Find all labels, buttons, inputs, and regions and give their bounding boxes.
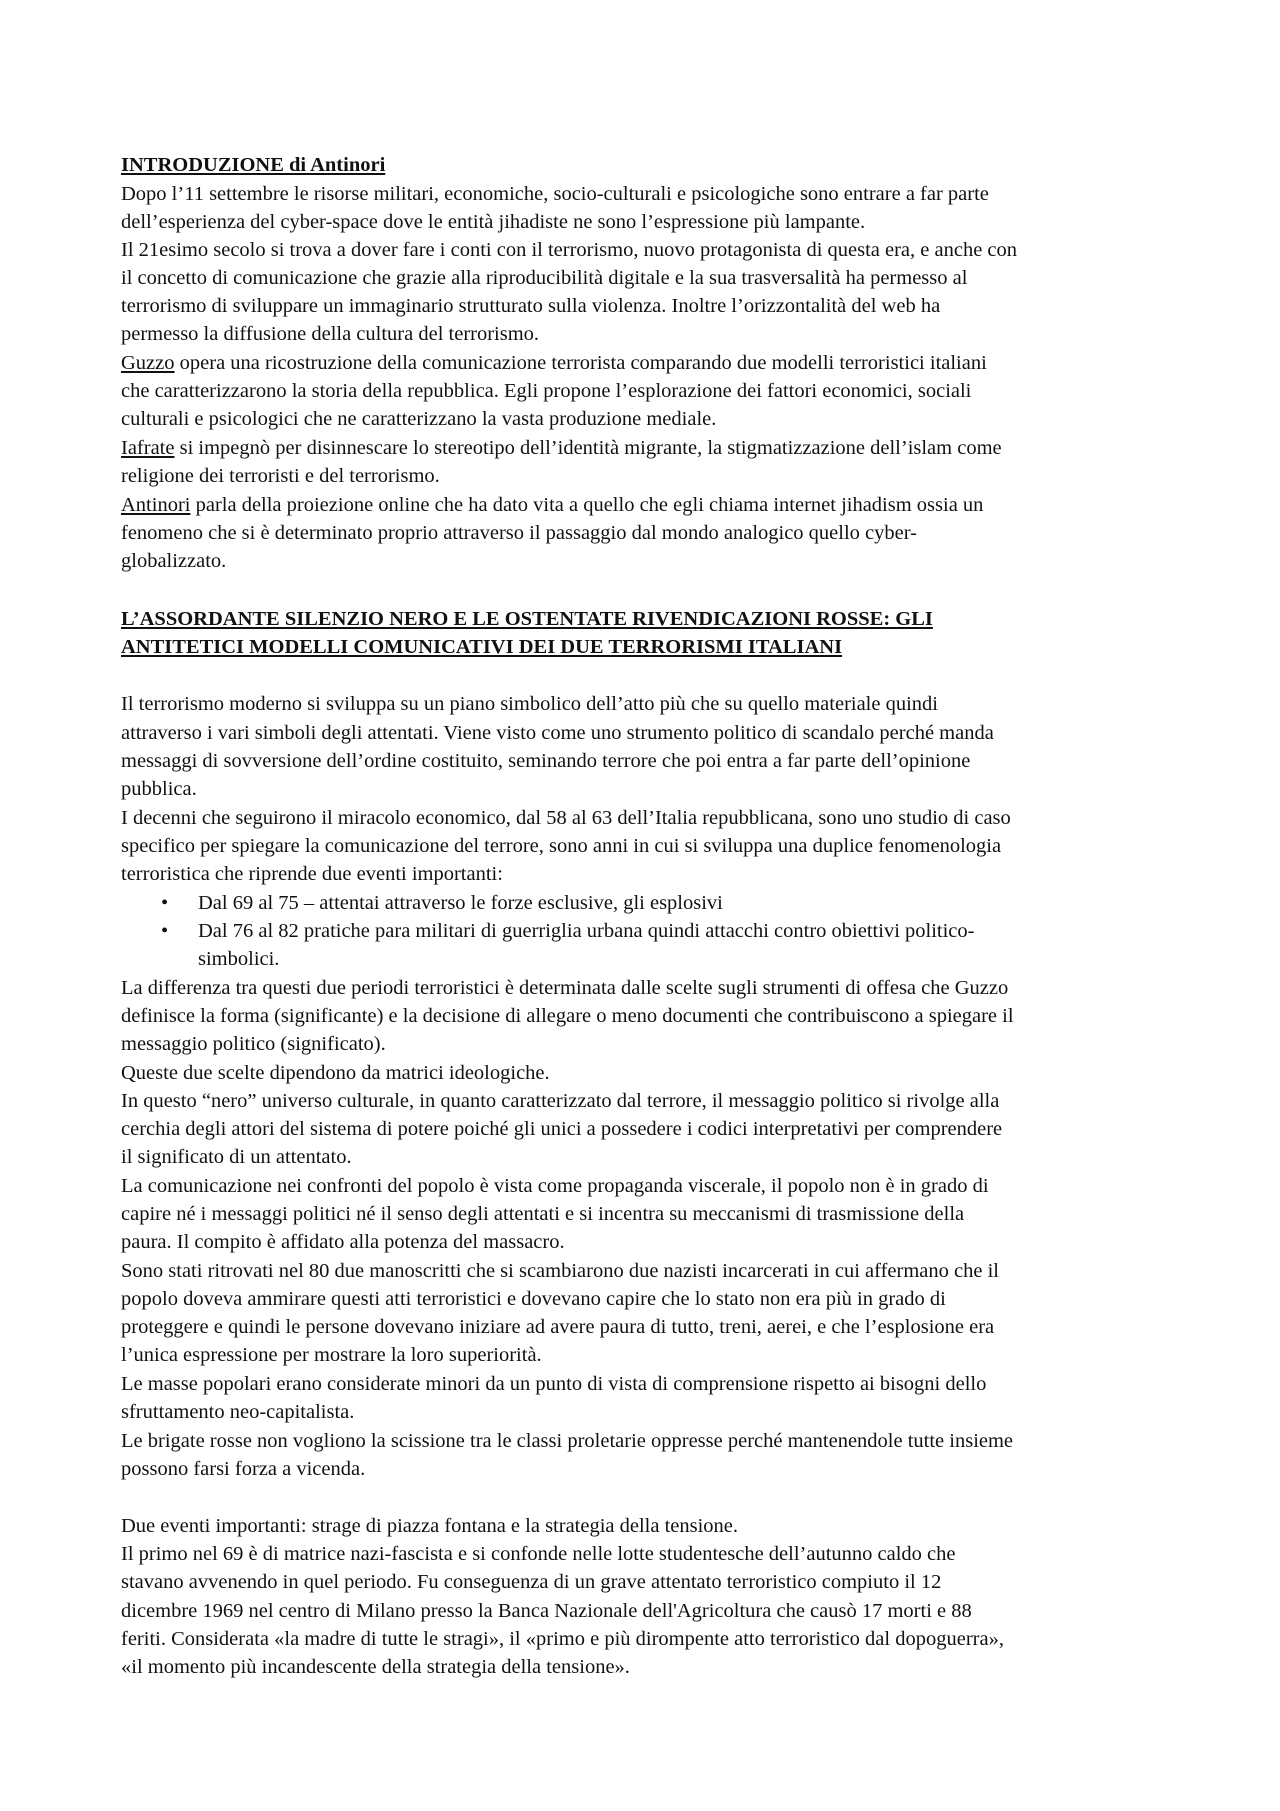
section-heading-line: ANTITETICI MODELLI COMUNICATIVI DEI DUE TERRORISMI ITALIANI	[121, 636, 843, 658]
section-heading-introduzione: INTRODUZIONE di Antinori	[121, 154, 386, 176]
paragraph-line: popolo doveva ammirare questi atti terroristici e dovevano capire che lo stato non era più in grado di	[121, 1288, 946, 1310]
paragraph-line: culturali e psicologici che ne caratterizzano la vasta produzione mediale.	[121, 408, 717, 430]
author-name-guzzo: Guzzo	[121, 352, 175, 374]
paragraph-antinori	[121, 493, 983, 517]
paragraph-line: Le brigate rosse non vogliono la scissione tra le classi proletarie oppresse perché mantenendole tutte insieme	[121, 1430, 1014, 1452]
paragraph-line: fenomeno che si è determinato proprio attraverso il passaggio dal mondo analogico quello cyber-	[121, 522, 917, 544]
section-heading-line: L’ASSORDANTE SILENZIO NERO E LE OSTENTATE RIVENDICAZIONI ROSSE: GLI	[121, 608, 933, 630]
author-name-iafrate: Iafrate	[121, 437, 175, 459]
author-name-antinori: Antinori	[121, 494, 191, 516]
paragraph-line: stavano avvenendo in quel periodo. Fu conseguenza di un grave attentato terroristico compiuto il 12	[121, 1571, 942, 1593]
paragraph-line: che caratterizzarono la storia della repubblica. Egli propone l’esplorazione dei fattori economici, sociali	[121, 380, 972, 402]
paragraph-line: cerchia degli attori del sistema di potere poiché gli unici a possedere i codici interpretativi per comprendere	[121, 1118, 1003, 1140]
bullet-item: Dal 76 al 82 pratiche para militari di guerriglia urbana quindi attacchi contro obiettivi politico-	[198, 920, 975, 942]
paragraph-line: permesso la diffusione della cultura del terrorismo.	[121, 323, 540, 345]
paragraph-line: terroristica che riprende due eventi importanti:	[121, 863, 503, 885]
paragraph-line: «il momento più incandescente della strategia della tensione».	[121, 1656, 630, 1678]
paragraph-line: attraverso i vari simboli degli attentati. Viene visto come uno strumento politico di scandalo perché manda	[121, 722, 994, 744]
paragraph-line: paura. Il compito è affidato alla potenza del massacro.	[121, 1231, 565, 1253]
paragraph-line: Il 21esimo secolo si trova a dover fare i conti con il terrorismo, nuovo protagonista di questa era, e anche con	[121, 239, 1018, 261]
paragraph-iafrate	[121, 436, 1002, 460]
paragraph-line: feriti. Considerata «la madre di tutte le stragi», il «primo e più dirompente atto terroristico dal dopoguerra»,	[121, 1628, 1004, 1650]
paragraph-line: dell’esperienza del cyber-space dove le entità jihadiste ne sono l’espressione più lampante.	[121, 211, 866, 233]
paragraph-line: La differenza tra questi due periodi terroristici è determinata dalle scelte sugli strumenti di offesa che Guzzo	[121, 977, 1009, 999]
paragraph-line: dicembre 1969 nel centro di Milano presso la Banca Nazionale dell'Agricoltura che causò 17 morti e 88	[121, 1600, 972, 1622]
bullet-item-continuation: simbolici.	[198, 948, 280, 970]
paragraph-line: messaggio politico (significato).	[121, 1033, 386, 1055]
paragraph-line: religione dei terroristi e del terrorismo.	[121, 465, 440, 487]
paragraph-line: possono farsi forza a vicenda.	[121, 1458, 366, 1480]
paragraph-line: Sono stati ritrovati nel 80 due manoscritti che si scambiarono due nazisti incarcerati in cui affermano che il	[121, 1260, 999, 1282]
bullet-marker: •	[161, 920, 169, 942]
paragraph-line: Queste due scelte dipendono da matrici ideologiche.	[121, 1062, 550, 1084]
paragraph-line-rest: parla della proiezione online che ha dato vita a quello che egli chiama internet jihadism ossia un	[190, 494, 984, 516]
paragraph-line: I decenni che seguirono il miracolo economico, dal 58 al 63 dell’Italia repubblicana, sono uno studio di caso	[121, 807, 1011, 829]
paragraph-line: messaggi di sovversione dell’ordine costituito, seminando terrore che poi entra a far parte dell’opinione	[121, 750, 971, 772]
paragraph-line: globalizzato.	[121, 550, 227, 572]
paragraph-line-rest: opera una ricostruzione della comunicazione terrorista comparando due modelli terroristici italiani	[174, 352, 987, 374]
paragraph-line: sfruttamento neo-capitalista.	[121, 1401, 355, 1423]
paragraph-line: Le masse popolari erano considerate minori da un punto di vista di comprensione rispetto ai bisogni dello	[121, 1373, 987, 1395]
bullet-item: Dal 69 al 75 – attentai attraverso le forze esclusive, gli esplosivi	[198, 892, 723, 914]
paragraph-line: Il primo nel 69 è di matrice nazi-fascista e si confonde nelle lotte studentesche dell’autunno caldo che	[121, 1543, 956, 1565]
paragraph-line: specifico per spiegare la comunicazione del terrore, sono anni in cui si sviluppa una duplice fenomenologia	[121, 835, 1002, 857]
paragraph-line: Dopo l’11 settembre le risorse militari, economiche, socio-culturali e psicologiche sono entrare a far parte	[121, 183, 989, 205]
paragraph-line: La comunicazione nei confronti del popolo è vista come propaganda viscerale, il popolo non è in grado di	[121, 1175, 989, 1197]
bullet-marker: •	[161, 892, 169, 914]
paragraph-line: Il terrorismo moderno si sviluppa su un piano simbolico dell’atto più che su quello materiale quindi	[121, 693, 938, 715]
paragraph-line: il concetto di comunicazione che grazie alla riproducibilità digitale e la sua trasversalità ha permesso al	[121, 267, 968, 289]
paragraph-line: pubblica.	[121, 778, 197, 800]
paragraph-guzzo	[121, 351, 987, 375]
paragraph-line: proteggere e quindi le persone dovevano iniziare ad avere paura di tutto, treni, aerei, e che l’esplosione era	[121, 1316, 995, 1338]
paragraph-line: In questo “nero” universo culturale, in quanto caratterizzato dal terrore, il messaggio politico si rivolge alla	[121, 1090, 1000, 1112]
paragraph-line: capire né i messaggi politici né il senso degli attentati e si incentra su meccanismi di trasmissione della	[121, 1203, 965, 1225]
paragraph-line: l’unica espressione per mostrare la loro superiorità.	[121, 1344, 542, 1366]
paragraph-line: il significato di un attentato.	[121, 1146, 352, 1168]
paragraph-line: Due eventi importanti: strage di piazza fontana e la strategia della tensione.	[121, 1515, 739, 1537]
paragraph-line-rest: si impegnò per disinnescare lo stereotipo dell’identità migrante, la stigmatizzazione dell’islam come	[174, 437, 1002, 459]
paragraph-line: definisce la forma (significante) e la decisione di allegare o meno documenti che contribuiscono a spiegare il	[121, 1005, 1014, 1027]
paragraph-line: terrorismo di sviluppare un immaginario strutturato sulla violenza. Inoltre l’orizzontalità del web ha	[121, 295, 941, 317]
